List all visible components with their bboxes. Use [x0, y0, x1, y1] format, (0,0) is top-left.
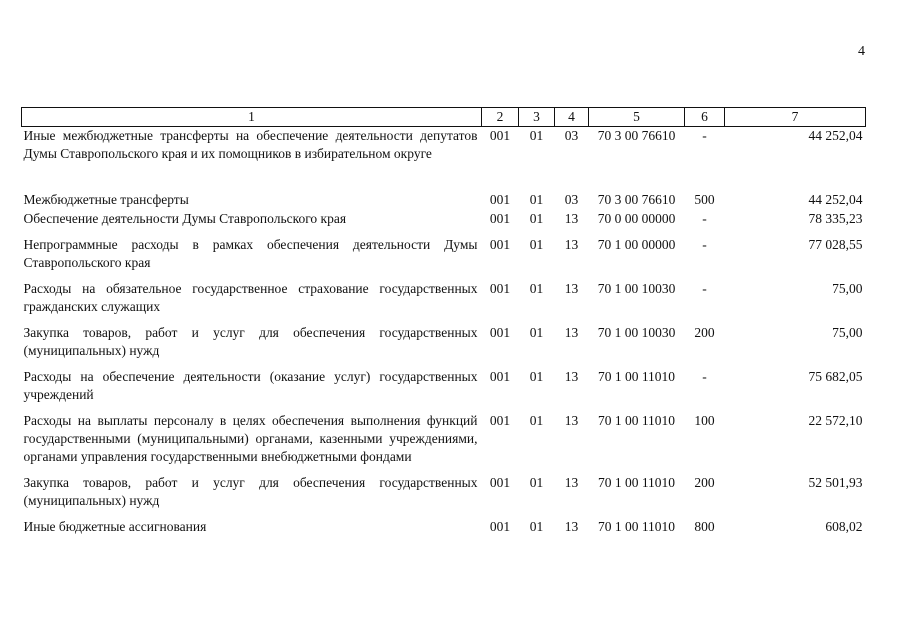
- cell-amount: 75,00: [832, 280, 863, 296]
- cell-section: 01: [529, 280, 544, 296]
- cell-amount: 22 572,10: [808, 412, 863, 428]
- cell-subsection: 13: [564, 518, 579, 534]
- cell-target: 70 1 00 11010: [597, 368, 676, 384]
- cell-amount: 44 252,04: [808, 191, 863, 207]
- cell-type: -: [702, 280, 707, 296]
- cell-section: 01: [529, 210, 544, 226]
- cell-admin: 001: [489, 368, 511, 384]
- row-name: Закупка товаров, работ и услуг для обеспечения государственных (муниципальных) нужд: [23, 324, 478, 358]
- cell-target: 70 1 00 00000: [597, 236, 676, 252]
- cell-type: 800: [694, 518, 715, 534]
- cell-subsection: 03: [564, 128, 579, 143]
- row-name: Межбюджетные трансферты: [23, 191, 189, 207]
- cell-amount: 608,02: [825, 518, 863, 534]
- cell-subsection: 13: [564, 280, 579, 296]
- row-name: Расходы на обеспечение деятельности (оказание услуг) государственных учреждений: [23, 368, 478, 402]
- column-header: 4: [555, 108, 589, 127]
- cell-section: 01: [529, 128, 544, 143]
- row-name: Расходы на выплаты персоналу в целях обеспечения выполнения функций государственными (муниципальными) органами, казенными учреждениями, органами управления государственными внебюджетными фондами: [23, 412, 478, 464]
- table-row: [22, 474, 866, 518]
- cell-type: 200: [694, 474, 715, 490]
- cell-admin: 001: [489, 324, 511, 340]
- cell-type: -: [702, 128, 707, 143]
- cell-subsection: 03: [564, 191, 579, 207]
- cell-amount: 77 028,55: [808, 236, 863, 252]
- table-row: [22, 324, 866, 368]
- cell-amount: 52 501,93: [808, 474, 863, 490]
- cell-section: 01: [529, 518, 544, 534]
- cell-target: 70 3 00 76610: [597, 191, 676, 207]
- cell-target: 70 1 00 10030: [597, 324, 676, 340]
- cell-subsection: 13: [564, 474, 579, 490]
- cell-amount: 75,00: [832, 324, 863, 340]
- table-row: [22, 280, 866, 324]
- row-name: Обеспечение деятельности Думы Ставропольского края: [23, 210, 347, 226]
- table-row: [22, 127, 866, 191]
- header-row: [22, 108, 866, 127]
- cell-admin: 001: [489, 474, 511, 490]
- cell-admin: 001: [489, 518, 511, 534]
- row-name: Непрограммные расходы в рамках обеспечения деятельности Думы Ставропольского края: [23, 236, 478, 270]
- cell-admin: 001: [489, 191, 511, 207]
- page-number: 4: [858, 44, 865, 59]
- cell-target: 70 1 00 10030: [597, 280, 676, 296]
- cell-subsection: 13: [564, 236, 579, 252]
- cell-target: 70 1 00 11010: [597, 518, 676, 534]
- table-row: [22, 236, 866, 280]
- column-header: 5: [589, 108, 685, 127]
- cell-amount: 44 252,04: [808, 128, 863, 143]
- table-row: [22, 191, 866, 210]
- cell-amount: 75 682,05: [808, 368, 863, 384]
- cell-admin: 001: [489, 280, 511, 296]
- cell-section: 01: [529, 236, 544, 252]
- cell-type: 100: [694, 412, 715, 428]
- cell-target: 70 1 00 11010: [597, 474, 676, 490]
- cell-admin: 001: [489, 412, 511, 428]
- cell-section: 01: [529, 412, 544, 428]
- cell-section: 01: [529, 368, 544, 384]
- table-row: [22, 210, 866, 236]
- cell-section: 01: [529, 191, 544, 207]
- cell-subsection: 13: [564, 412, 579, 428]
- column-header: 7: [725, 108, 866, 127]
- cell-subsection: 13: [564, 324, 579, 340]
- row-name: Иные межбюджетные трансферты на обеспечение деятельности депутатов Думы Ставропольского края и их помощников в избирательном округе: [23, 128, 478, 161]
- column-header: 1: [22, 108, 482, 127]
- row-name: Закупка товаров, работ и услуг для обеспечения государственных (муниципальных) нужд: [23, 474, 478, 508]
- cell-section: 01: [529, 474, 544, 490]
- row-name: Иные бюджетные ассигнования: [23, 518, 207, 534]
- cell-target: 70 1 00 11010: [597, 412, 676, 428]
- cell-admin: 001: [489, 210, 511, 226]
- cell-admin: 001: [489, 128, 511, 143]
- table-row: [22, 412, 866, 474]
- row-name: Расходы на обязательное государственное страхование государственных гражданских служащих: [23, 280, 478, 314]
- cell-type: -: [702, 368, 707, 384]
- cell-target: 70 0 00 00000: [597, 210, 676, 226]
- budget-table: [21, 107, 866, 544]
- table-row: [22, 368, 866, 412]
- cell-admin: 001: [489, 236, 511, 252]
- table-row: [22, 518, 866, 544]
- cell-amount: 78 335,23: [808, 210, 863, 226]
- cell-subsection: 13: [564, 368, 579, 384]
- column-header: 3: [519, 108, 555, 127]
- cell-type: -: [702, 236, 707, 252]
- cell-type: 200: [694, 324, 715, 340]
- column-header: 6: [685, 108, 725, 127]
- cell-type: 500: [694, 191, 715, 207]
- cell-type: -: [702, 210, 707, 226]
- cell-section: 01: [529, 324, 544, 340]
- cell-subsection: 13: [564, 210, 579, 226]
- cell-target: 70 3 00 76610: [597, 128, 676, 143]
- column-header: 2: [482, 108, 519, 127]
